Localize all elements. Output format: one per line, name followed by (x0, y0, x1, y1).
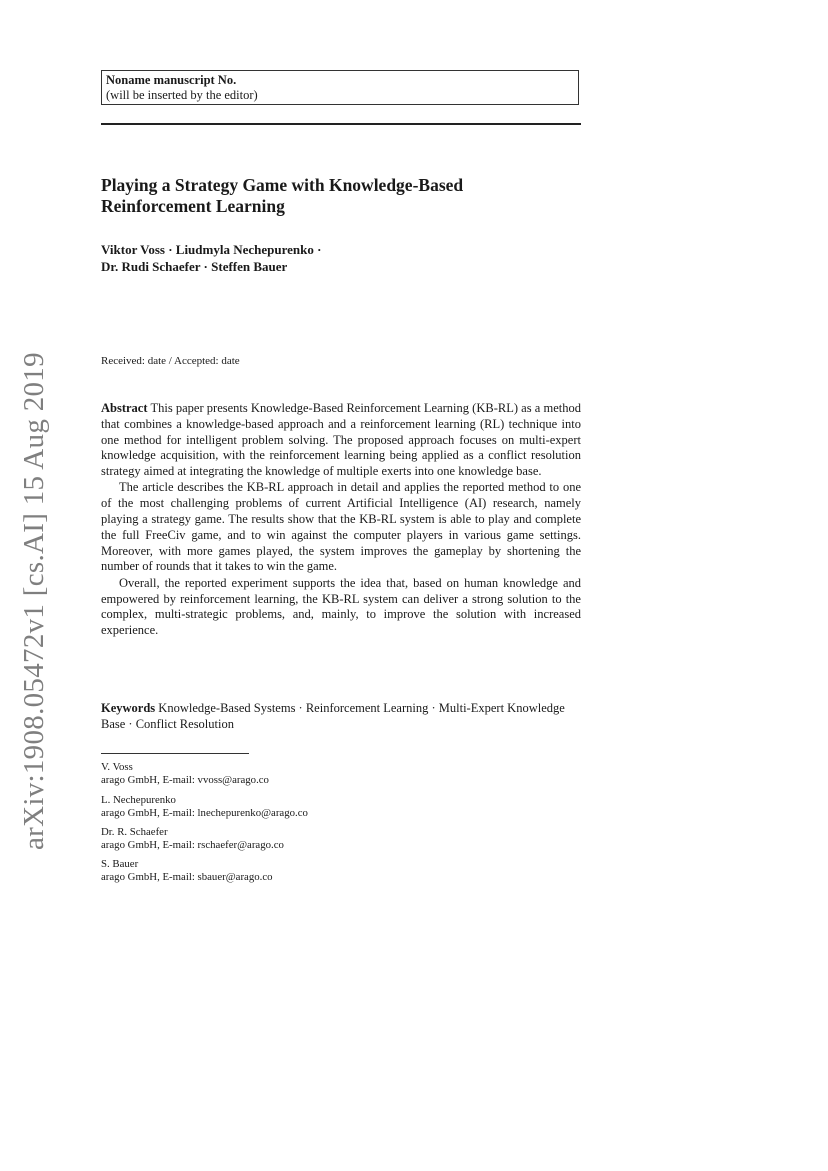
abstract-paragraph-3: Overall, the reported experiment supports the idea that, based on human knowledge and empowered by reinforcement learning, the KB-RL system can deliver a strong solution to the complex, multi-strategic problems, and, mainly, to improve the solution with increased experience. (101, 575, 581, 638)
paper-title (101, 175, 581, 217)
abstract-text-1: This paper presents Knowledge-Based Reinforcement Learning (KB-RL) as a method that combines a knowledge-based approach and a reinforcement learning (RL) technique into one method for intelligent problem solving. The proposed approach focuses on multi-expert knowledge acquisition, with the reinforcement learning being applied as a conflict resolution strategy aimed at integrating the knowledge of multiple exerts into one knowledge base. (101, 401, 581, 479)
affiliation-name: V. Voss (101, 761, 133, 773)
keywords (101, 700, 581, 732)
affiliation-voss (101, 761, 521, 788)
footnote-rule (101, 753, 249, 754)
affiliation-detail: arago GmbH, E-mail: rschaefer@arago.co (101, 839, 284, 852)
affiliation-name: Dr. R. Schaefer (101, 826, 168, 838)
arxiv-identifier-stamp: arXiv:1908.05472v1 [cs.AI] 15 Aug 2019 (18, 352, 50, 850)
affiliation-schaefer (101, 826, 521, 853)
abstract-paragraph-1 (101, 401, 581, 480)
header-rule (101, 123, 581, 125)
authors-line-1: Viktor Voss · Liudmyla Nechepurenko · (101, 242, 322, 257)
affiliation-detail: arago GmbH, E-mail: vvoss@arago.co (101, 774, 269, 787)
affiliation-bauer (101, 858, 521, 885)
abstract-paragraph-2: The article describes the KB-RL approach in detail and applies the reported method to one of the most challenging problems of current Artificial Intelligence (AI) research, namely playing a strategy game. The results show that the KB-RL system is able to play and complete the full FreeCiv game, and to win against the computer players in various game settings. Moreover, with more games played, the system improves the gameplay by shortening the number of rounds that it takes to win the game. (101, 480, 581, 574)
affiliation-detail: arago GmbH, E-mail: sbauer@arago.co (101, 871, 273, 884)
abstract-heading: Abstract (101, 401, 148, 415)
author-list (101, 241, 581, 275)
affiliation-name: S. Bauer (101, 858, 139, 870)
received-accepted-date: Received: date / Accepted: date (101, 355, 240, 367)
title-line-1: Playing a Strategy Game with Knowledge-Based (101, 175, 464, 195)
abstract (101, 401, 581, 639)
affiliation-name: L. Nechepurenko (101, 794, 176, 806)
keywords-heading: Keywords (101, 701, 156, 715)
title-line-2: Reinforcement Learning (101, 196, 285, 216)
affiliation-nechepurenko (101, 794, 521, 821)
editor-note-box (101, 70, 579, 105)
editor-note: (will be inserted by the editor) (106, 88, 258, 102)
keywords-text: Knowledge-Based Systems · Reinforcement Learning · Multi-Expert Knowledge Base · Conflict Resolution (101, 701, 565, 731)
affiliation-detail: arago GmbH, E-mail: lnechepurenko@arago.co (101, 807, 308, 820)
manuscript-number: Noname manuscript No. (106, 73, 237, 87)
authors-line-2: Dr. Rudi Schaefer · Steffen Bauer (101, 259, 288, 274)
